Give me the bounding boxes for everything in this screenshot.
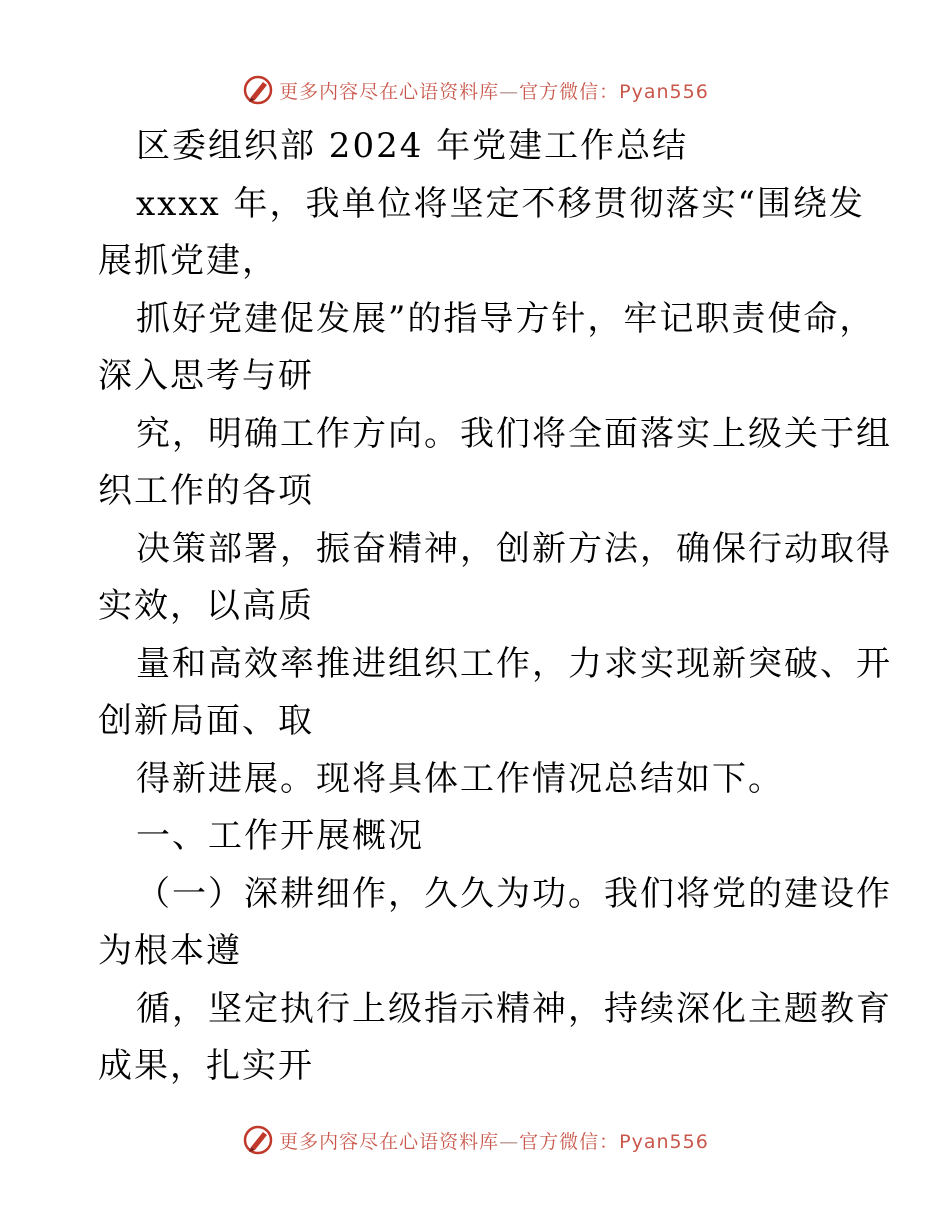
document-title: 区委组织部 2024 年党建工作总结 [136,126,689,166]
body-line: 为根本遵 [98,931,242,971]
watermark-suffix: 官方微信：Pyan556 [519,80,709,103]
watermark-dash: — [499,1130,520,1153]
body-line: 深入思考与研 [98,356,314,396]
body-line: 得新进展。现将具体工作情况总结如下。 [136,758,784,799]
body-line: 决策部署，振奋精神，创新方法，确保行动取得 [136,528,892,569]
body-line: 实效，以高质 [98,586,314,626]
section-heading: 一、工作开展概况 [136,816,424,856]
body-line: （一）深耕细作，久久为功。我们将党的建设作 [136,873,892,914]
body-line: 究，明确工作方向。我们将全面落实上级关于组 [136,413,892,454]
pen-logo-icon [241,73,275,107]
watermark-dash: — [499,80,520,103]
watermark-banner-bottom [0,1120,950,1160]
watermark-banner-top [0,70,950,110]
body-line: 量和高效率推进组织工作，力求实现新突破、开 [136,643,892,684]
body-line: 抓好党建促发展”的指导方针，牢记职责使命， [136,298,876,339]
body-line: 织工作的各项 [98,471,314,511]
body-line: 循，坚定执行上级指示精神，持续深化主题教育 [136,988,892,1029]
watermark-text: 更多内容尽在心语资料库 [279,1130,500,1153]
watermark-suffix: 官方微信：Pyan556 [519,1130,709,1153]
body-line: 展抓党建， [98,241,278,281]
body-line: 创新局面、取 [98,701,314,741]
body-line: xxxx 年，我单位将坚定不移贯彻落实“围绕发 [136,183,865,224]
body-line: 成果，扎实开 [98,1046,314,1086]
pen-logo-icon [241,1123,275,1157]
document-body [98,118,892,1096]
watermark-text: 更多内容尽在心语资料库 [279,80,500,103]
